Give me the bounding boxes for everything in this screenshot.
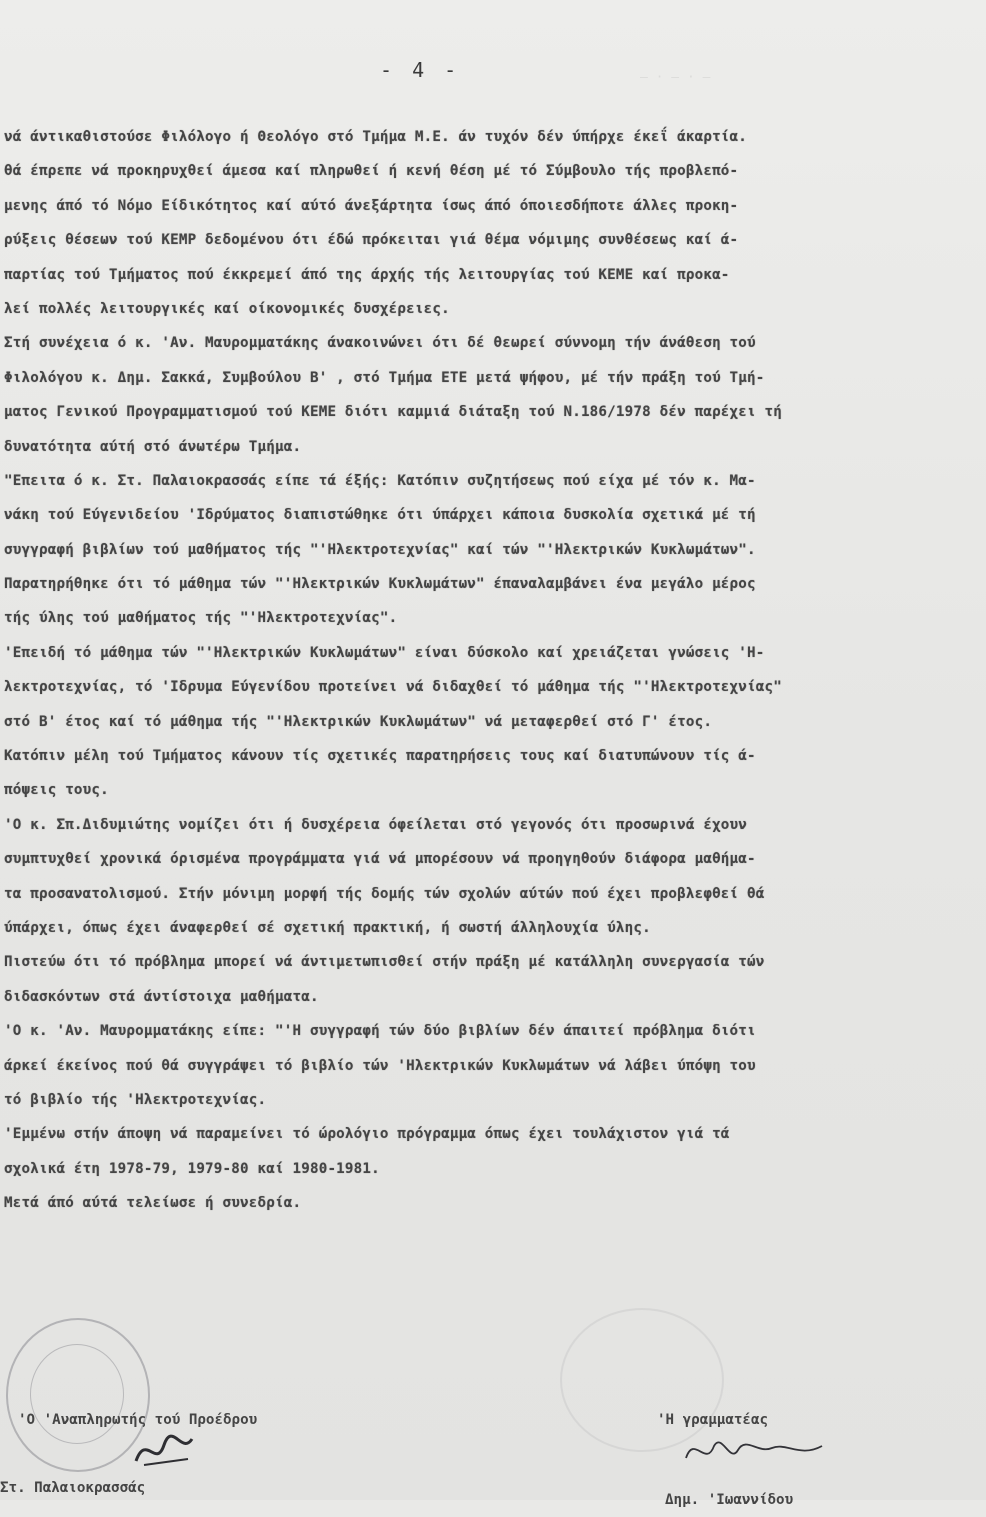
bleed-through-text: — · — · — — [640, 70, 711, 85]
text-line: λεί πολλές λειτουργικές καί οίκονομικές δυσχέρειες. — [4, 300, 450, 317]
text-line: στό Β' έτος καί τό μάθημα τής "'Ηλεκτρικών Κυκλωμάτων" νά μεταφερθεί στό Γ' έτος. — [4, 713, 713, 730]
text-line: Πιστεύω ότι τό πρόβλημα μπορεί νά άντιμετωπισθεί στήν πράξη μέ κατάλληλη συνεργασία τών — [4, 954, 765, 971]
text-line: "Επειτα ό κ. Στ. Παλαιοκρασσάς είπε τά έξής: Κατόπιν συζητήσεως πού είχα μέ τόν κ. Μα- — [4, 472, 756, 489]
text-line: τό βιβλίο τής 'Ηλεκτροτεχνίας. — [4, 1091, 267, 1108]
text-line: Κατόπιν μέλη τού Τμήματος κάνουν τίς σχετικές παρατηρήσεις τους καί διατυπώνουν τίς ά- — [4, 748, 756, 765]
text-line: συγγραφή βιβλίων τού μαθήματος τής "'Ηλεκτροτεχνίας" καί τών "'Ηλεκτρικών Κυκλωμάτων". — [4, 541, 756, 558]
text-line: συμπτυχθεί χρονικά όρισμένα προγράμματα γιά νά μπορέσουν νά προηγηθούν διάφορα μαθήμα- — [4, 851, 756, 868]
secretary-role: 'Η γραμματέας — [657, 1412, 769, 1428]
text-line: Μετά άπό αύτά τελείωσε ή συνεδρία. — [4, 1195, 302, 1212]
minutes-text — [4, 120, 984, 1221]
text-line: σχολικά έτη 1978-79, 1979-80 καί 1980-1981. — [4, 1160, 380, 1177]
secretary-handwritten-signature — [680, 1428, 830, 1472]
chair-signature-space — [0, 1437, 257, 1471]
text-line: 'Ο κ. 'Αν. Μαυρομματάκης είπε: "'Η συγγραφή τών δύο βιβλίων δέν άπαιτεί πρόβλημα διότι — [4, 1023, 756, 1040]
text-line: λεκτροτεχνίας, τό 'Ιδρυμα Εύγενίδου προτείνει νά διδαχθεί τό μάθημα τής "'Ηλεκτροτεχνίας" — [4, 679, 783, 696]
text-line: διδασκόντων στά άντίστοιχα μαθήματα. — [4, 988, 319, 1005]
chair-role: 'Ο 'Αναπληρωτής τού Προέδρου — [18, 1412, 258, 1428]
chair-handwritten-signature — [130, 1425, 200, 1475]
text-line: 'Ο κ. Σπ.Διδυμιώτης νομίζει ότι ή δυσχέρεια όφείλεται στό γεγονός ότι προσωρινά έχουν — [4, 816, 748, 833]
chair-name: Στ. Παλαιοκρασσάς — [0, 1480, 146, 1496]
text-line: μενης άπό τό Νόμο Είδικότητος καί αύτό άνεξάρτητα ίσως άπό όποιεσδήποτε άλλες προκη- — [4, 197, 739, 214]
text-line: παρτίας τού Τμήματος πού έκκρεμεί άπό της άρχής τής λειτουργίας τού ΚΕΜΕ καί προκα- — [4, 266, 730, 283]
page-number: - 4 - — [380, 58, 461, 82]
text-line: Φιλολόγου κ. Δημ. Σακκά, Συμβούλου Β' , στό Τμήμα ΕΤΕ μετά ψήφου, μέ τήν πράξη τού Τμή- — [4, 369, 765, 386]
text-line: Παρατηρήθηκε ότι τό μάθημα τών "'Ηλεκτρικών Κυκλωμάτων" έπαναλαμβάνει ένα μεγάλο μέρος — [4, 576, 756, 593]
text-line: 'Επειδή τό μάθημα τών "'Ηλεκτρικών Κυκλωμάτων" είναι δύσκολο καί χρειάζεται γνώσεις 'Η- — [4, 644, 765, 661]
text-line: τής ύλης τού μαθήματος τής "'Ηλεκτροτεχνίας". — [4, 610, 398, 627]
text-line: ρύξεις θέσεων τού ΚΕΜΡ δεδομένου ότι έδώ πρόκειται γιά θέμα νόμιμης συνθέσεως καί ά- — [4, 232, 739, 249]
text-line: τα προσανατολισμού. Στήν μόνιμη μορφή τής δομής τών σχολών αύτών πού έχει προβλεφθεί θά — [4, 885, 765, 902]
signature-block-chair — [0, 1403, 257, 1505]
text-line: νάκη τού Εύγενιδείου 'Ιδρύματος διαπιστώθηκε ότι ύπάρχει κάποια δυσκολία σχετικά μέ τή — [4, 507, 756, 524]
text-line: νά άντικαθιστούσε Φιλόλογο ή Θεολόγο στό Τμήμα Μ.Ε. άν τυχόν δέν ύπήρχε έκεΐ άκαρτία. — [4, 129, 748, 145]
text-line: άρκεί έκείνος πού θά συγγράψει τό βιβλίο τών 'Ηλεκτρικών Κυκλωμάτων νά λάβει ύπόψη του — [4, 1057, 756, 1074]
text-line: δυνατότητα αύτή στό άνωτέρω Τμήμα. — [4, 438, 302, 455]
secretary-name: Δημ. 'Ιωαννίδου — [665, 1492, 794, 1508]
text-line: 'Εμμένω στήν άποψη νά παραμείνει τό ώρολόγιο πρόγραμμα όπως έχει τουλάχιστον γιά τά — [4, 1126, 730, 1143]
text-line: θά έπρεπε νά προκηρυχθεί άμεσα καί πληρωθεί ή κενή θέση μέ τό Σύμβουλο τής προβλεπό- — [4, 163, 739, 180]
text-line: Στή συνέχεια ό κ. 'Αν. Μαυρομματάκης άνακοινώνει ότι δέ θεωρεί σύννομη τήν άνάθεση τού — [4, 335, 756, 352]
text-line: πόψεις τους. — [4, 782, 109, 799]
text-line: ματος Γενικού Προγραμματισμού τού ΚΕΜΕ διότι καμμιά διάταξη τού Ν.186/1978 δέν παρέχει τή — [4, 404, 783, 421]
text-line: ύπάρχει, όπως έχει άναφερθεί σέ σχετική πρακτική, ή σωστή άλληλουχία ύλης. — [4, 919, 651, 936]
